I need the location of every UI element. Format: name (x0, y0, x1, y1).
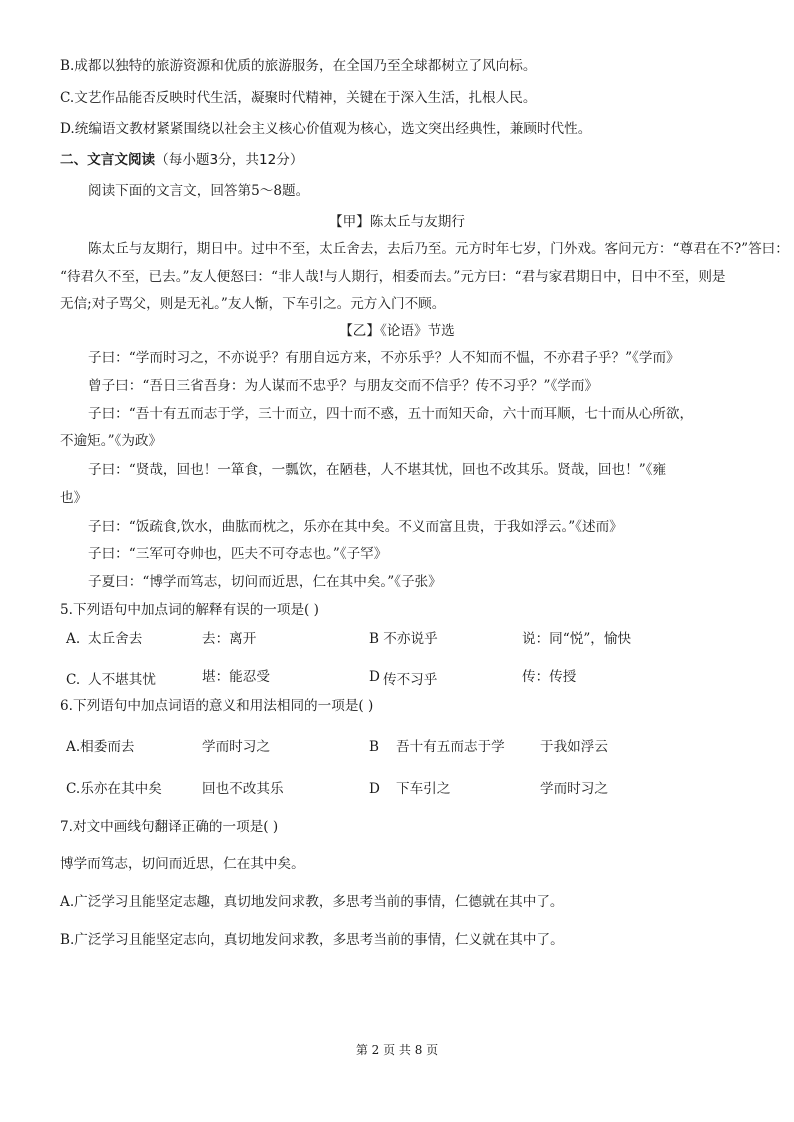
q5-option-C-label: C. (66, 672, 81, 688)
q7-sentence: 博学而笃志，切问而近思，仁在其中矣。 (60, 856, 305, 872)
passage-jia-line: 无信;对子骂父，则是无礼。”友人惭，下车引之。元方入门不顾。 (60, 296, 446, 312)
passage-yi-line: 不逾矩。”《为政》 (60, 433, 163, 449)
passage-jia-title: 【甲】陈太丘与友期行 (329, 214, 465, 230)
page-footer: 第 2 页 共 8 页 (355, 1043, 439, 1057)
q6-option-C-1: C.乐亦在其中矣 (66, 781, 162, 797)
q5-option-D-label: D (369, 669, 380, 685)
passage-yi-line: 子曰：“吾十有五而志于学，三十而立，四十而不惑，五十而知天命，六十而耳顺，七十而从心所欲， (88, 406, 694, 422)
section-instruction: 阅读下面的文言文，回答第5～8题。 (88, 183, 310, 199)
passage-yi-line: 子曰：“学而时习之，不亦说乎？有朋自远方来，不亦乐乎？人不知而不愠，不亦君子乎？”《学而》 (88, 350, 680, 366)
passage-yi-line: 子曰：“饭疏食,饮水，曲肱而枕之，乐亦在其中矣。不义而富且贵，于我如浮云。”《述而》 (88, 519, 623, 535)
choice-C-top: C.文艺作品能否反映时代生活，凝聚时代精神，关键在于深入生活，扎根人民。 (60, 90, 537, 106)
choice-B-top: B.成都以独特的旅游资源和优质的旅游服务，在全国乃至全球都树立了风向标。 (60, 58, 537, 74)
q5-option-C-gloss: 堪：能忍受 (202, 669, 270, 685)
q5-option-D-gloss: 传：传授 (522, 669, 577, 685)
q6-option-C-2: 回也不改其乐 (202, 781, 284, 797)
passage-yi-line: 也》 (60, 490, 88, 506)
q7-option-B: B.广泛学习且能坚定志向，真切地发问求教，多思考当前的事情，仁义就在其中了。 (60, 932, 564, 948)
passage-yi-line: 子曰：“三军可夺帅也，匹夫不可夺志也。”《子罕》 (88, 546, 388, 562)
q5-option-A-sentence: 太丘舍去 (88, 631, 143, 647)
passage-jia-line: “待君久不至，已去。”友人便怒曰：“非人哉!与人期行，相委而去。”元方曰：“君与家君期日中，日中不至，则是 (60, 269, 726, 285)
q7-stem: 7.对文中画线句翻译正确的一项是( ) (60, 819, 279, 835)
q6-option-D-2: 学而时习之 (540, 781, 608, 797)
q6-option-B-2: 于我如浮云 (540, 739, 608, 755)
passage-yi-line: 曾子曰：“吾日三省吾身：为人谋而不忠乎？与朋友交而不信乎？传不习乎？”《学而》 (88, 378, 599, 394)
passage-yi-title: 【乙】《论语》节选 (339, 323, 455, 339)
q6-option-A-1: A.相委而去 (66, 739, 135, 755)
section-note: （每小题3分，共12分） (155, 152, 304, 168)
q5-option-A-label: A. (66, 631, 81, 647)
section-heading (60, 151, 303, 169)
q6-option-D-1: 下车引之 (396, 781, 451, 797)
q6-stem: 6.下列语句中加点词语的意义和用法相同的一项是( ) (60, 698, 374, 714)
q5-option-B-sentence: B 不亦说乎 (369, 631, 438, 647)
q6-option-A-2: 学而时习之 (202, 739, 270, 755)
q7-option-A: A.广泛学习且能坚定志趣，真切地发问求教，多思考当前的事情，仁德就在其中了。 (60, 894, 564, 910)
passage-jia-line: 陈太丘与友期行，期日中。过中不至，太丘舍去，去后乃至。元方时年七岁，门外戏。客问元方：“尊君在不?”答曰： (88, 241, 789, 257)
passage-yi-line: 子夏曰：“博学而笃志，切问而近思，仁在其中矣。”《子张》 (88, 574, 442, 590)
choice-D-top: D.统编语文教材紧紧围绕以社会主义核心价值观为核心，选文突出经典性，兼顾时代性。 (60, 121, 592, 137)
section-title: 二、文言文阅读 (60, 152, 156, 168)
q6-option-D-label: D (369, 781, 380, 797)
q6-option-B-1: 吾十有五而志于学 (396, 739, 505, 755)
q5-stem: 5.下列语句中加点词的解释有误的一项是( ) (60, 602, 319, 618)
q5-option-A-gloss: 去：离开 (202, 631, 257, 647)
q6-option-B-label: B (369, 739, 379, 755)
q5-option-D-sentence: 传不习乎 (383, 672, 438, 688)
passage-yi-line: 子曰：“贤哉，回也！一箪食，一瓢饮，在陋巷，人不堪其忧，回也不改其乐。贤哉，回也！”《雍 (88, 462, 667, 478)
q5-option-B-gloss: 说：同“悦”，愉快 (522, 631, 632, 647)
q5-option-C-sentence: 人不堪其忧 (88, 672, 156, 688)
